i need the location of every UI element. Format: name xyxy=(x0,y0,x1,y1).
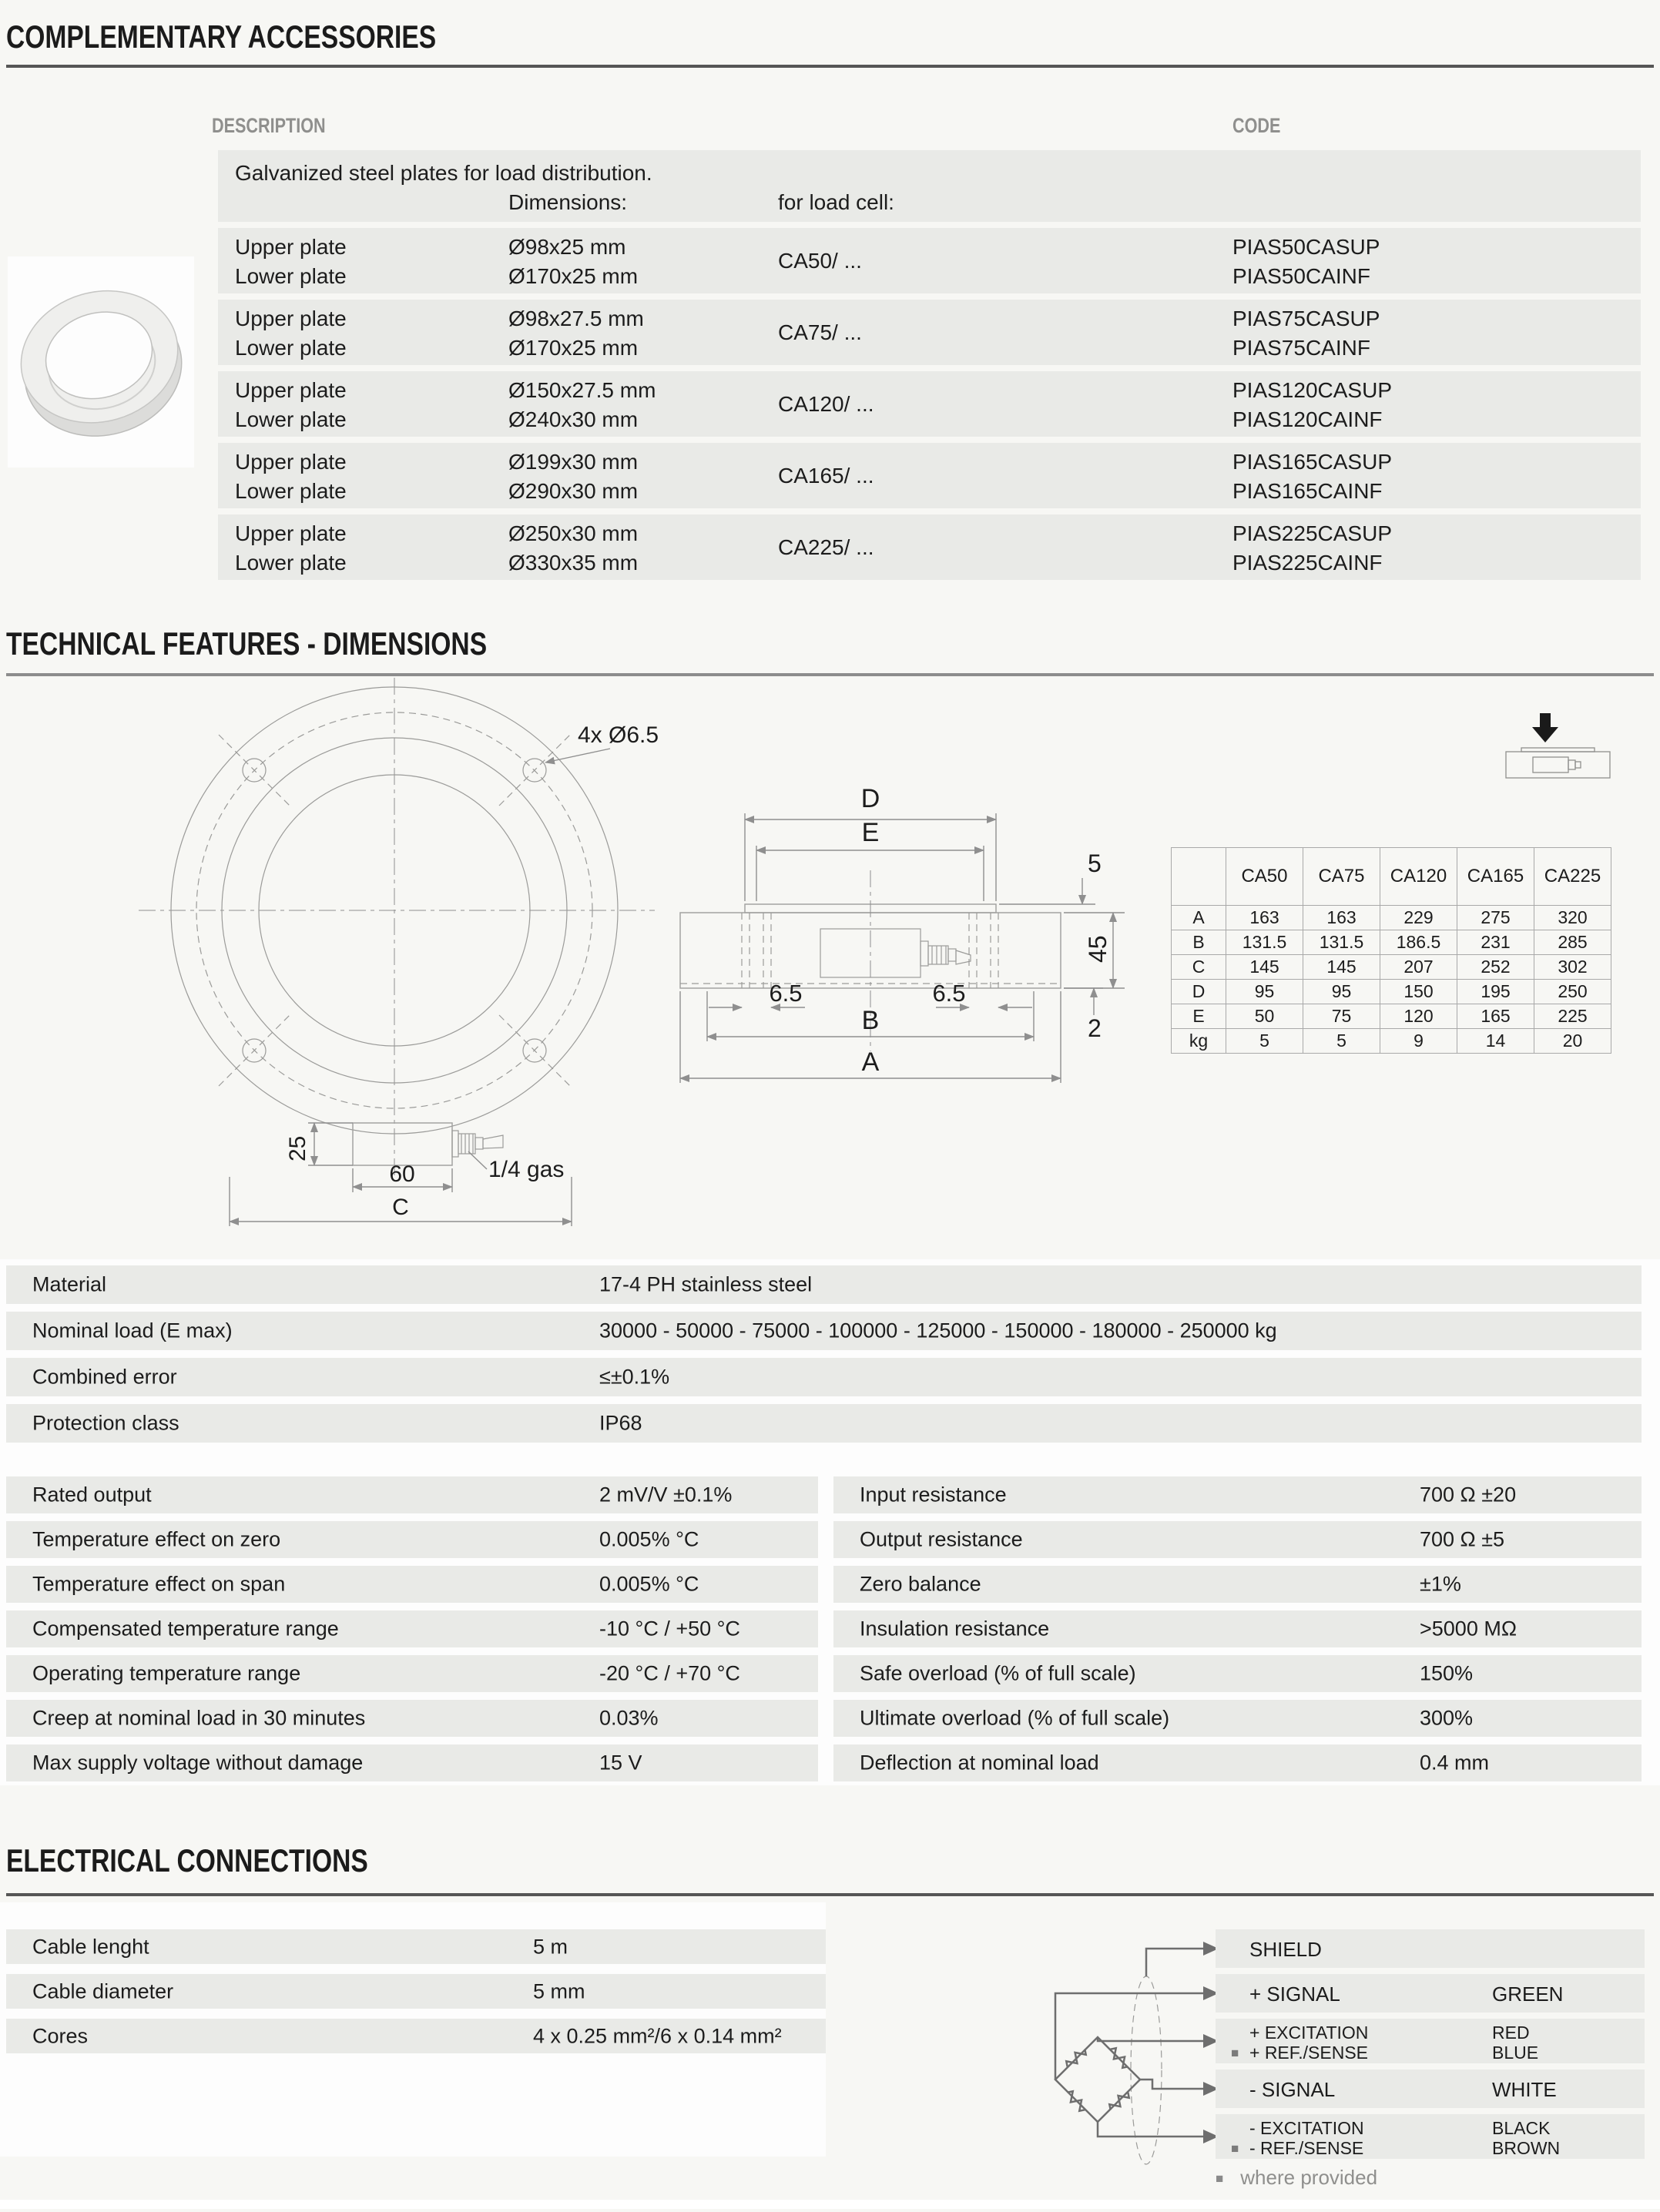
accessories-description: Galvanized steel plates for load distribution. xyxy=(235,161,652,185)
spec-value: 30000 - 50000 - 75000 - 100000 - 125000 - 150000 - 180000 - 250000 kg xyxy=(599,1319,1277,1342)
where-provided-marker: ■ xyxy=(1231,2141,1239,2156)
spec-label: Cores xyxy=(32,2024,89,2047)
dim-label-thread: 1/4 gas xyxy=(488,1157,565,1182)
code-lower: PIAS50CAINF xyxy=(1232,264,1370,288)
dim-label-45: 45 xyxy=(1084,935,1112,963)
spec-label: Cable lenght xyxy=(32,1935,149,1958)
down-arrow-icon xyxy=(1532,713,1558,742)
section-electrical-connections-heading xyxy=(6,1842,458,1879)
wire-function: SHIELD xyxy=(1249,1938,1322,1961)
load-cell-model: CA225/ ... xyxy=(778,535,874,559)
spec-row xyxy=(6,1744,818,1781)
front-view-drawing xyxy=(116,678,670,1271)
wiring-row xyxy=(1216,2114,1645,2159)
spec-value: 300% xyxy=(1420,1706,1474,1730)
upper-plate-dimension: Ø98x25 mm xyxy=(508,235,626,259)
code-lower: PIAS75CAINF xyxy=(1232,336,1370,360)
code-upper: PIAS165CASUP xyxy=(1232,450,1392,474)
wire-function: + REF./SENSE xyxy=(1249,2043,1369,2063)
spec-row xyxy=(833,1700,1642,1737)
lower-plate-dimension: Ø240x30 mm xyxy=(508,407,639,431)
spec-row xyxy=(6,1655,818,1692)
spec-value: 17-4 PH stainless steel xyxy=(599,1272,813,1296)
spec-row xyxy=(6,1312,1642,1350)
dimensions-table xyxy=(1171,847,1611,1054)
wiring-row xyxy=(1216,2070,1645,2108)
dim-row-name: C xyxy=(1172,955,1226,980)
code-lower: PIAS165CAINF xyxy=(1232,479,1383,503)
wire-color: GREEN xyxy=(1492,1982,1564,2006)
upper-plate-label: Upper plate xyxy=(235,521,347,545)
spec-label: Zero balance xyxy=(860,1572,981,1596)
spec-row xyxy=(6,1265,1642,1304)
spec-row xyxy=(6,1610,818,1647)
spec-label: Protection class xyxy=(32,1411,179,1435)
spec-value: ≤±0.1% xyxy=(599,1365,670,1389)
accessories-table-header xyxy=(212,114,1641,145)
specs-general xyxy=(6,1265,1642,1450)
table-row xyxy=(218,443,1641,508)
spec-row xyxy=(6,2019,826,2053)
square-bullet-icon: ■ xyxy=(1216,2171,1224,2186)
code-upper: PIAS225CASUP xyxy=(1232,521,1392,545)
spec-label: Creep at nominal load in 30 minutes xyxy=(32,1706,366,1730)
spec-label: Operating temperature range xyxy=(32,1661,301,1685)
spec-row xyxy=(833,1610,1642,1647)
dim-label-5: 5 xyxy=(1088,850,1102,877)
spec-value: ±1% xyxy=(1420,1572,1461,1596)
spec-label: Output resistance xyxy=(860,1527,1023,1551)
spec-row xyxy=(6,1404,1642,1443)
where-provided-note xyxy=(1216,2166,1377,2190)
model-column-header: CA75 xyxy=(1303,848,1380,906)
lower-plate-label: Lower plate xyxy=(235,407,347,431)
column-header-code: CODE xyxy=(1232,114,1281,137)
dim-label-25: 25 xyxy=(285,1135,310,1161)
spec-row xyxy=(833,1566,1642,1603)
for-load-cell-label: for load cell: xyxy=(778,190,894,214)
upper-plate-dimension: Ø250x30 mm xyxy=(508,521,639,545)
dim-label-E: E xyxy=(861,818,880,847)
spec-row xyxy=(833,1744,1642,1781)
upper-plate-label: Upper plate xyxy=(235,378,347,402)
spec-label: Max supply voltage without damage xyxy=(32,1751,364,1775)
model-column-header: CA165 xyxy=(1457,848,1534,906)
spec-value: 700 Ω ±20 xyxy=(1420,1483,1517,1507)
technical-features-title: TECHNICAL FEATURES - DIMENSIONS xyxy=(6,625,488,662)
specs-right-column xyxy=(833,1476,1642,1789)
spec-value: 0.005% °C xyxy=(599,1527,699,1551)
dim-label-2: 2 xyxy=(1088,1014,1102,1042)
dim-label-A: A xyxy=(861,1047,880,1077)
table-row xyxy=(218,300,1641,365)
dim-row-name: D xyxy=(1172,980,1226,1004)
upper-plate-dimension: Ø199x30 mm xyxy=(508,450,639,474)
model-column-header: CA50 xyxy=(1226,848,1303,906)
product-photo-panel xyxy=(8,256,194,468)
spec-label: Rated output xyxy=(32,1483,152,1507)
dimensions-label: Dimensions: xyxy=(508,190,628,214)
upper-plate-label: Upper plate xyxy=(235,235,347,259)
spec-value: 4 x 0.25 mm²/6 x 0.14 mm² xyxy=(533,2024,782,2047)
spec-label: Insulation resistance xyxy=(860,1617,1050,1641)
wiring-table xyxy=(1216,1929,1645,2165)
section-view-drawing xyxy=(662,770,1140,1094)
wire-color: RED xyxy=(1492,2023,1530,2043)
spec-label: Safe overload (% of full scale) xyxy=(860,1661,1136,1685)
wire-color: BLACK xyxy=(1492,2118,1551,2138)
electrical-connections-title: ELECTRICAL CONNECTIONS xyxy=(6,1842,368,1879)
dim-label-B: B xyxy=(861,1006,880,1035)
spec-label: Temperature effect on span xyxy=(32,1572,286,1596)
table-row xyxy=(218,514,1641,580)
wiring-row xyxy=(1216,1929,1645,1968)
spec-row xyxy=(833,1476,1642,1513)
where-provided-marker: ■ xyxy=(1231,2046,1239,2060)
column-header-description: DESCRIPTION xyxy=(212,114,326,137)
load-cell-model: CA50/ ... xyxy=(778,249,862,273)
spec-value: 0.03% xyxy=(599,1706,659,1730)
spec-row xyxy=(6,1929,826,1964)
heading-rule xyxy=(6,673,1654,676)
dim-row-name: A xyxy=(1172,906,1226,930)
table-row: kg 5 5 9 14 20 xyxy=(1172,1029,1611,1054)
wire-function: + EXCITATION xyxy=(1249,2023,1369,2043)
wire-function: - REF./SENSE xyxy=(1249,2138,1364,2158)
wire-function: - SIGNAL xyxy=(1249,2078,1336,2101)
table-row xyxy=(218,371,1641,437)
spec-row xyxy=(6,1358,1642,1396)
load-direction-icon xyxy=(1487,709,1660,786)
table-row: B 131.5 131.5 186.5 231 285 xyxy=(1172,930,1611,955)
spec-value: 0.005% °C xyxy=(599,1572,699,1596)
wire-function: + SIGNAL xyxy=(1249,1982,1340,2006)
steel-ring-image xyxy=(8,256,194,468)
spec-row xyxy=(6,1566,818,1603)
upper-plate-dimension: Ø98x27.5 mm xyxy=(508,307,644,330)
lower-plate-dimension: Ø170x25 mm xyxy=(508,264,639,288)
spec-label: Nominal load (E max) xyxy=(32,1319,233,1342)
lower-plate-dimension: Ø330x35 mm xyxy=(508,551,639,575)
code-lower: PIAS120CAINF xyxy=(1232,407,1383,431)
model-column-header: CA120 xyxy=(1380,848,1457,906)
wire-function: - EXCITATION xyxy=(1249,2118,1364,2138)
spec-label: Material xyxy=(32,1272,107,1296)
lower-plate-label: Lower plate xyxy=(235,551,347,575)
spec-row xyxy=(6,1521,818,1558)
upper-plate-label: Upper plate xyxy=(235,307,347,330)
spec-row xyxy=(833,1655,1642,1692)
spec-value: 0.4 mm xyxy=(1420,1751,1490,1775)
code-lower: PIAS225CAINF xyxy=(1232,551,1383,575)
dim-label-C: C xyxy=(392,1195,409,1220)
spec-value: IP68 xyxy=(599,1411,642,1435)
dim-label-hole-note: 4x Ø6.5 xyxy=(578,722,659,748)
spec-row xyxy=(6,1974,826,2009)
spec-label: Compensated temperature range xyxy=(32,1617,339,1641)
table-row: E 50 75 120 165 225 xyxy=(1172,1004,1611,1029)
lower-plate-label: Lower plate xyxy=(235,336,347,360)
dimensions-table-body xyxy=(1172,906,1611,1054)
spec-row xyxy=(6,1476,818,1513)
wheatstone-bridge-diagram xyxy=(1025,1902,1225,2180)
dim-row-name: kg xyxy=(1172,1029,1226,1054)
spec-value: 2 mV/V ±0.1% xyxy=(599,1483,733,1507)
table-row: C 145 145 207 252 302 xyxy=(1172,955,1611,980)
wire-color: WHITE xyxy=(1492,2078,1557,2101)
spec-value: -20 °C / +70 °C xyxy=(599,1661,740,1685)
model-column-header: CA225 xyxy=(1534,848,1611,906)
spec-label: Input resistance xyxy=(860,1483,1007,1507)
load-cell-model: CA75/ ... xyxy=(778,320,862,344)
wire-color: BROWN xyxy=(1492,2138,1561,2158)
lower-plate-label: Lower plate xyxy=(235,479,347,503)
load-cell-model: CA165/ ... xyxy=(778,464,874,488)
accessories-rows xyxy=(218,228,1641,586)
lower-plate-dimension: Ø290x30 mm xyxy=(508,479,639,503)
dim-label-60: 60 xyxy=(389,1161,415,1187)
spec-label: Cable diameter xyxy=(32,1979,174,2003)
spec-value: >5000 MΩ xyxy=(1420,1617,1517,1641)
spec-label: Temperature effect on zero xyxy=(32,1527,281,1551)
dim-row-name: B xyxy=(1172,930,1226,955)
page-bottom-strip xyxy=(0,2200,1660,2209)
table-row xyxy=(218,228,1641,293)
spec-value: 5 mm xyxy=(533,1979,585,2003)
dim-row-name: E xyxy=(1172,1004,1226,1029)
spec-value: 150% xyxy=(1420,1661,1474,1685)
dim-label-6-5-right: 6.5 xyxy=(932,980,966,1007)
spec-label: Ultimate overload (% of full scale) xyxy=(860,1706,1170,1730)
accessories-intro-row xyxy=(218,150,1641,222)
spec-value: 700 Ω ±5 xyxy=(1420,1527,1505,1551)
code-upper: PIAS75CASUP xyxy=(1232,307,1380,330)
section-complementary-accessories-heading xyxy=(6,18,544,55)
load-cell-model: CA120/ ... xyxy=(778,392,874,416)
corner-cell xyxy=(1172,848,1226,906)
spec-row xyxy=(6,1700,818,1737)
dimensions-table-header xyxy=(1172,848,1611,906)
spec-label: Combined error xyxy=(32,1365,177,1389)
wire-color: BLUE xyxy=(1492,2043,1539,2063)
wiring-row xyxy=(1216,1974,1645,2013)
cable-spec-rows xyxy=(6,1929,826,2063)
code-upper: PIAS120CASUP xyxy=(1232,378,1392,402)
upper-plate-dimension: Ø150x27.5 mm xyxy=(508,378,656,402)
wiring-row xyxy=(1216,2019,1645,2063)
lower-plate-dimension: Ø170x25 mm xyxy=(508,336,639,360)
section-technical-features-heading xyxy=(6,625,607,662)
heading-rule xyxy=(6,65,1654,68)
spec-row xyxy=(833,1521,1642,1558)
code-upper: PIAS50CASUP xyxy=(1232,235,1380,259)
lower-plate-label: Lower plate xyxy=(235,264,347,288)
dim-label-6-5-left: 6.5 xyxy=(769,980,803,1007)
specs-left-column xyxy=(6,1476,818,1789)
spec-value: 15 V xyxy=(599,1751,642,1775)
table-row: D 95 95 150 195 250 xyxy=(1172,980,1611,1004)
table-row: A 163 163 229 275 320 xyxy=(1172,906,1611,930)
note-text: where provided xyxy=(1240,2166,1378,2189)
spec-value: 5 m xyxy=(533,1935,568,1958)
page-title: COMPLEMENTARY ACCESSORIES xyxy=(6,18,437,55)
heading-rule xyxy=(6,1893,1654,1896)
spec-value: -10 °C / +50 °C xyxy=(599,1617,740,1641)
dim-label-D: D xyxy=(860,784,880,813)
upper-plate-label: Upper plate xyxy=(235,450,347,474)
spec-label: Deflection at nominal load xyxy=(860,1751,1099,1775)
